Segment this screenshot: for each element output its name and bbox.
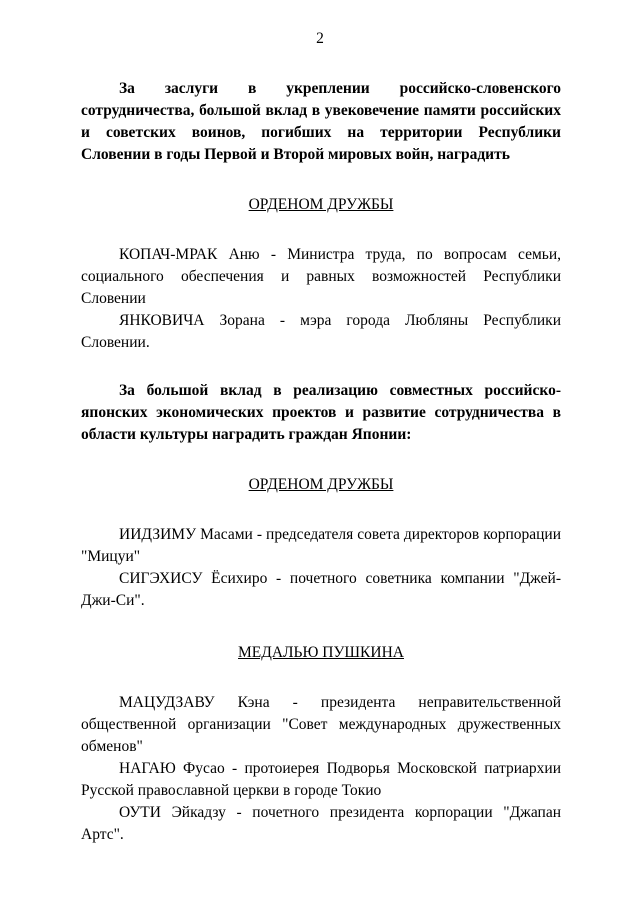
section-intro: За большой вклад в реализацию совместных российско-японских экономических проектов и развитие сотрудничества в области культуры наградить граждан Японии:: [81, 382, 561, 443]
award-entry: КОПАЧ-МРАК Аню - Министра труда, по вопросам семьи, социального обеспечения и равных возможностей Республики Словении: [81, 246, 561, 307]
page-number: 2: [316, 30, 324, 47]
section-intro: За заслуги в укреплении российско-словенского сотрудничества, большой вклад в увековечение памяти российских и советских воинов, погибших на территории Республики Словении в годы Первой и Второй мировых войн, наградить: [81, 80, 561, 163]
award-title: ОРДЕНОМ ДРУЖБЫ: [248, 196, 394, 213]
award-entry: ЯНКОВИЧА Зорана - мэра города Любляны Республики Словении.: [81, 312, 561, 351]
award-title: МЕДАЛЬЮ ПУШКИНА: [238, 644, 404, 661]
document-body: [81, 78, 561, 846]
award-entry: ОУТИ Эйкадзу - почетного президента корпорации "Джапан Артс".: [81, 804, 561, 843]
award-title: ОРДЕНОМ ДРУЖБЫ: [248, 476, 394, 493]
award-entry: ИИДЗИМУ Масами - председателя совета директоров корпорации "Мицуи": [81, 526, 561, 565]
award-entry: СИГЭХИСУ Ёсихиро - почетного советника компании "Джей-Джи-Си".: [81, 570, 561, 609]
award-entry: МАЦУДЗАВУ Кэна - президента неправительственной общественной организации "Совет международных дружественных обменов": [81, 694, 561, 755]
award-entry: НАГАЮ Фусао - протоиерея Подворья Московской патриархии Русской православной церкви в городе Токио: [81, 760, 561, 799]
